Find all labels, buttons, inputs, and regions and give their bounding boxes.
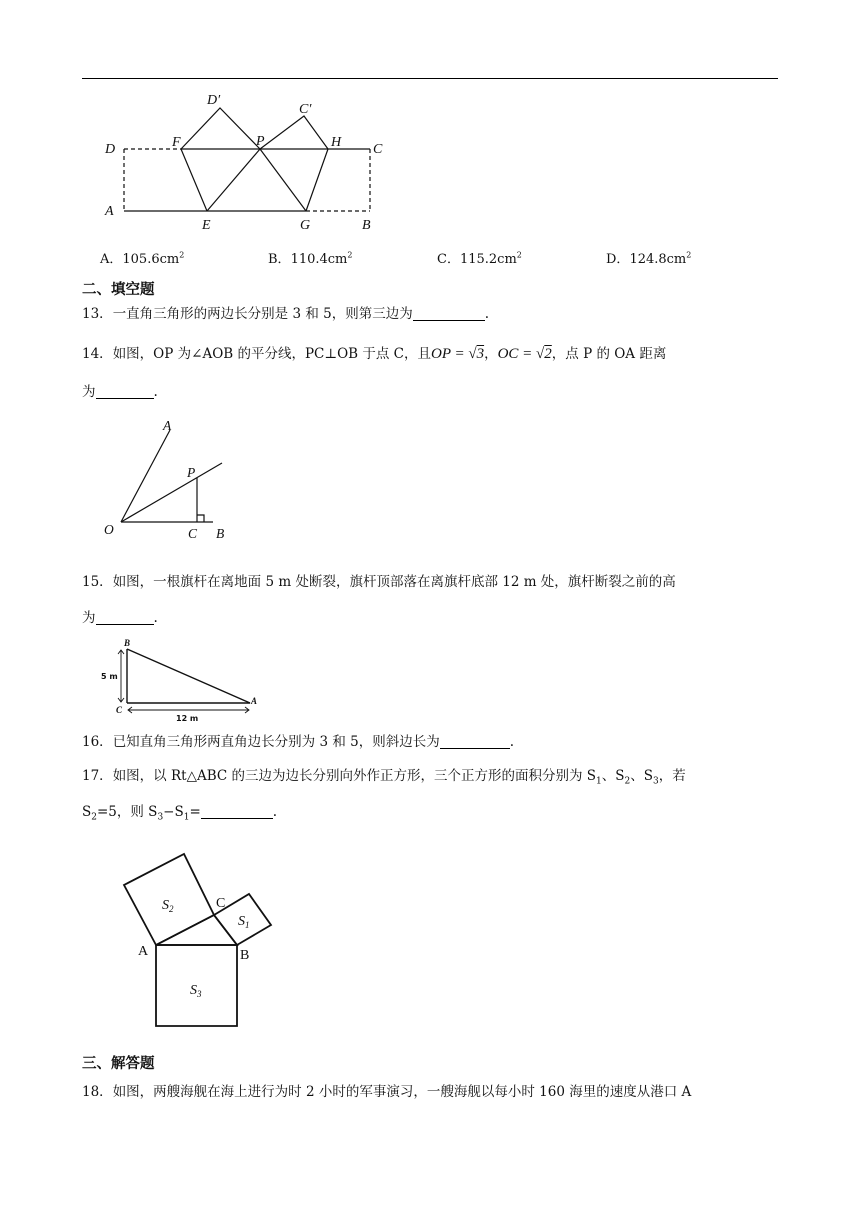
answer-blank[interactable] (413, 306, 485, 321)
question-15-line2: 为 . (82, 610, 158, 626)
label: P (187, 465, 196, 480)
choice-a[interactable]: A．$105.6cm^2$ (100, 250, 185, 267)
square-s2 (124, 854, 214, 945)
answer-blank[interactable] (440, 734, 510, 749)
question-17: 17．如图，以 Rt△ABC 的三边为边长分别向外作正方形，三个正方形的面积分别为 $S_1$、$S_2$、$S_3$，若 (82, 768, 686, 787)
label: A (105, 204, 114, 219)
segment-gh (306, 149, 328, 211)
label-s3: $S_3$ (190, 983, 202, 999)
section-heading-solve: 三、解答题 (82, 1056, 155, 1072)
label: 12 m (176, 714, 199, 723)
label-s2: $S_2$ (162, 898, 174, 914)
label: C (373, 142, 383, 157)
answer-blank[interactable] (96, 610, 154, 625)
label: B (216, 526, 225, 541)
answer-blank[interactable] (201, 804, 273, 819)
label: P (256, 134, 265, 149)
label: E (202, 218, 211, 233)
label: O (104, 522, 114, 537)
label: B (124, 638, 131, 648)
label: B (362, 218, 371, 233)
label: 5 m (101, 672, 118, 681)
question-15: 15．如图，一根旗杆在离地面 5 m 处断裂，旗杆顶部落在离旗杆底部 12 m 处，旗杆断裂之前的高 (82, 574, 676, 590)
label: A (163, 418, 172, 433)
question-14: 14．如图，OP 为∠AOB 的平分线，PC⊥OB 于点 C，且OP = √3，OC = √2，点 P 的 OA 距离 (82, 346, 667, 362)
label-s1: $S_1$ (238, 914, 250, 930)
question-18: 18．如图，两艘海舰在海上进行为时 2 小时的军事演习，一艘海舰以每小时 160 海里的速度从港口 A (82, 1084, 692, 1100)
right-angle-mark (197, 515, 204, 522)
pythagoras-squares-figure (120, 846, 280, 1032)
label: D′ (207, 93, 221, 108)
question-13: 13．一直角三角形的两边长分别是 3 和 5，则第三边为 . (82, 306, 490, 322)
label: C (216, 896, 226, 911)
question-17-line2: $S_2=5$，则 $S_3-S_1=$ . (82, 804, 278, 823)
flagpole-triangle-figure (98, 636, 264, 724)
flap-right (260, 116, 328, 149)
label: C′ (299, 102, 312, 117)
segment-ep (207, 149, 260, 211)
segment-pg (260, 149, 306, 211)
choice-b[interactable]: B．$110.4cm^2$ (268, 250, 353, 267)
segment-ba (127, 649, 250, 703)
answer-blank[interactable] (96, 384, 154, 399)
segment-fe (181, 149, 207, 211)
triangle-abc (156, 915, 237, 945)
label: H (331, 135, 342, 150)
label: A (251, 696, 258, 706)
label: C (188, 526, 198, 541)
label: D (105, 142, 116, 157)
label: F (172, 135, 181, 150)
fold-rectangle-figure (96, 88, 396, 236)
label: B (240, 948, 250, 963)
choice-d[interactable]: D．$124.8cm^2$ (606, 250, 692, 267)
flap-left (181, 108, 260, 149)
angle-bisector-figure (98, 414, 230, 544)
label: C (116, 705, 123, 715)
header-rule (82, 78, 778, 79)
label: A (138, 944, 149, 959)
question-16: 16．已知直角三角形两直角边长分别为 3 和 5，则斜边长为 . (82, 734, 515, 750)
answer-choices (100, 248, 800, 268)
question-14-line2: 为 . (82, 384, 158, 400)
choice-c[interactable]: C．$115.2cm^2$ (437, 250, 522, 267)
section-heading-fill-in: 二、填空题 (82, 282, 155, 298)
label: G (300, 218, 311, 233)
